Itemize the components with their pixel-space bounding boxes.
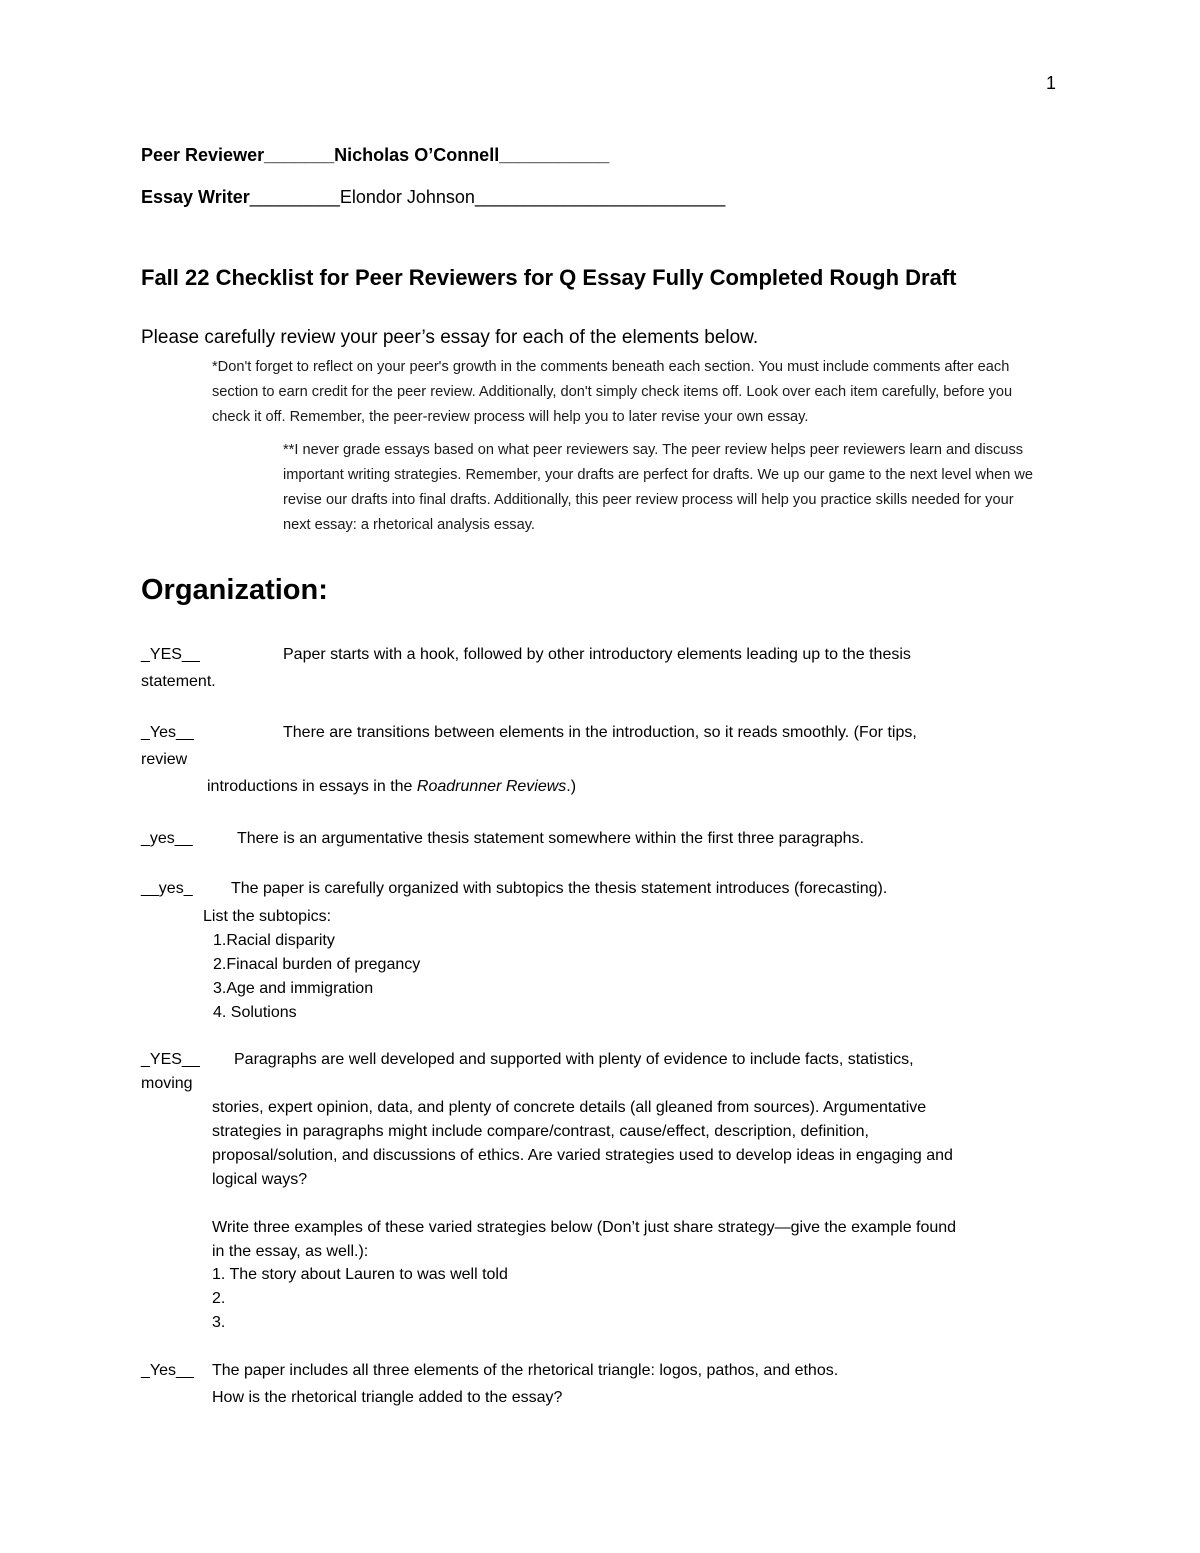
checklist-title: Fall 22 Checklist for Peer Reviewers for Q Essay Fully Completed Rough Draft xyxy=(141,265,957,290)
examples-prompt-line: Write three examples of these varied strategies below (Don’t just share strategy—give the example found xyxy=(212,1219,957,1236)
subtopics-label: List the subtopics: xyxy=(203,908,332,925)
item-transitions-cont: review xyxy=(141,751,188,768)
section-heading-organization: Organization: xyxy=(141,574,328,606)
subtopic-item: 3.Age and immigration xyxy=(213,980,374,997)
note-grading: **I never grade essays based on what peer reviewers say. The peer review helps peer reviewers learn and discuss important writing strategies. Remember, your drafts are perfect for drafts. We up our game to the next level when we revise our drafts into final drafts. Additionally, this peer review process will help you practice skills needed for your next essay: a rhetorical analysis essay. xyxy=(283,442,1034,533)
item-transitions-line2 xyxy=(207,778,576,796)
essay-writer-blank-after: _________________________ xyxy=(474,187,726,207)
check-mark-transitions[interactable]: _Yes__ xyxy=(141,724,194,741)
peer-reviewer-blank-after: ___________ xyxy=(499,145,610,165)
paragraphs-detail-line: proposal/solution, and discussions of ethics. Are varied strategies used to develop ideas in engaging and xyxy=(212,1147,953,1164)
examples-prompt-line: in the essay, as well.): xyxy=(212,1243,369,1260)
item-transitions-text: There are transitions between elements in the introduction, so it reads smoothly. (For tips, xyxy=(283,724,917,741)
item-transitions-line2-post: .) xyxy=(566,778,577,795)
example-answer[interactable]: 1. The story about Lauren to was well told xyxy=(212,1266,508,1283)
roadrunner-reviews-title: Roadrunner Reviews xyxy=(416,778,567,795)
paragraphs-detail-line: stories, expert opinion, data, and plenty of concrete details (all gleaned from sources). Argumentative xyxy=(212,1099,927,1116)
item-paragraphs-text: Paragraphs are well developed and supported with plenty of evidence to include facts, statistics, xyxy=(234,1051,914,1068)
check-mark-hook[interactable]: _YES__ xyxy=(141,646,200,663)
item-organized-text: The paper is carefully organized with subtopics the thesis statement introduces (forecasting). xyxy=(231,880,888,897)
example-answer[interactable]: 2. xyxy=(212,1290,226,1307)
essay-writer-value: Elondor Johnson xyxy=(339,187,475,207)
peer-reviewer-label: Peer Reviewer xyxy=(141,145,265,165)
peer-reviewer-blank-before: _______ xyxy=(264,145,335,165)
check-mark-organized[interactable]: __yes_ xyxy=(141,880,193,897)
item-transitions-line2-pre: introductions in essays in the xyxy=(207,778,417,795)
item-paragraphs-cont: moving xyxy=(141,1075,193,1092)
essay-writer-label: Essay Writer xyxy=(141,187,250,207)
subtopic-item: 2.Finacal burden of pregancy xyxy=(213,956,421,973)
paragraphs-detail-line: strategies in paragraphs might include compare/contrast, cause/effect, description, definition, xyxy=(212,1123,869,1140)
check-mark-paragraphs[interactable]: _YES__ xyxy=(141,1051,200,1068)
subtopic-item: 1.Racial disparity xyxy=(213,932,335,949)
peer-reviewer-line xyxy=(141,145,609,166)
item-thesis-text: There is an argumentative thesis statement somewhere within the first three paragraphs. xyxy=(237,830,864,847)
item-hook-cont: statement. xyxy=(141,673,216,690)
check-mark-rhetorical[interactable]: _Yes__ xyxy=(141,1362,194,1379)
item-rhetorical-text: The paper includes all three elements of the rhetorical triangle: logos, pathos, and ethos. xyxy=(212,1362,839,1379)
essay-writer-blank-before: _________ xyxy=(249,187,340,207)
peer-reviewer-value: Nicholas O’Connell xyxy=(334,145,500,165)
paragraphs-detail-line: logical ways? xyxy=(212,1171,308,1188)
rhetorical-question: How is the rhetorical triangle added to the essay? xyxy=(212,1389,563,1406)
instructions: Please carefully review your peer’s essay for each of the elements below. xyxy=(141,327,759,348)
page-number: 1 xyxy=(1046,73,1057,93)
note-comments: *Don't forget to reflect on your peer's growth in the comments beneath each section. You must include comments after each section to earn credit for the peer review. Additionally, don't simply check items off. Look over each item carefully, before you check it off. Remember, the peer-review process will help you to later revise your own essay. xyxy=(212,359,1013,425)
essay-writer-line xyxy=(141,187,725,208)
subtopic-item: 4. Solutions xyxy=(213,1004,297,1021)
example-answer[interactable]: 3. xyxy=(212,1314,226,1331)
item-hook-text: Paper starts with a hook, followed by other introductory elements leading up to the thesis xyxy=(283,646,911,663)
check-mark-thesis[interactable]: _yes__ xyxy=(141,830,193,847)
